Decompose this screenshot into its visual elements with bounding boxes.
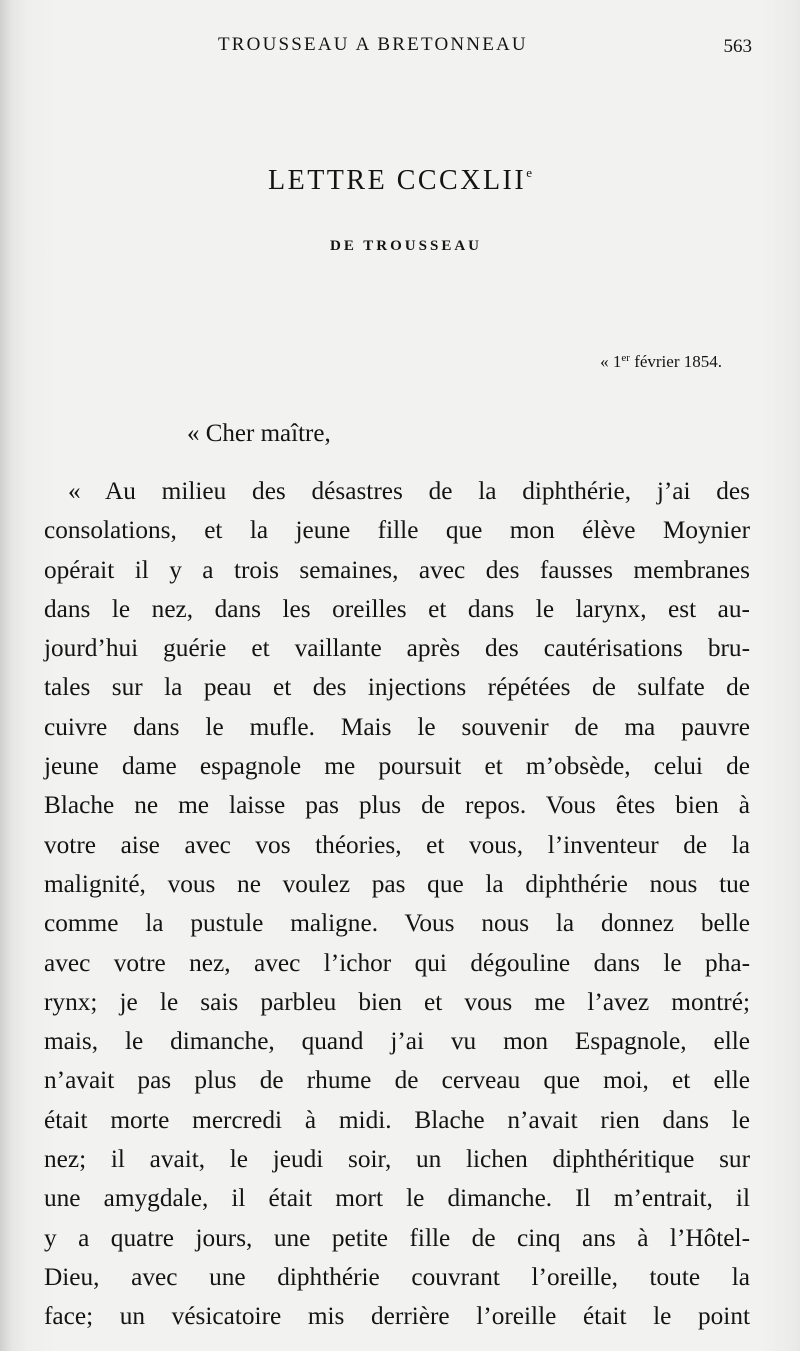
body-text: [44, 472, 750, 1337]
text-line: nez; il avait, le jeudi soir, un lichen diphthéritique sur: [44, 1145, 750, 1174]
text-line: mais, le dimanche, quand j’ai vu mon Espagnole, elle: [44, 1027, 750, 1056]
text-line: consolations, et la jeune fille que mon élève Moynier: [44, 516, 750, 545]
text-line: malignité, vous ne voulez pas que la diphthérie nous tue: [44, 869, 750, 898]
letter-title-text: LETTRE CCCXLII: [268, 165, 527, 196]
text-line: votre aise avec vos théories, et vous, l’inventeur de la: [44, 830, 750, 859]
text-line: Blache ne me laisse pas plus de repos. Vous êtes bien à: [44, 791, 750, 820]
text-line: cuivre dans le mufle. Mais le souvenir de ma pauvre: [44, 712, 750, 741]
page-number: 563: [723, 36, 752, 57]
text-line: opérait il y a trois semaines, avec des fausses membranes: [44, 555, 750, 584]
letter-title-superscript: e: [526, 165, 532, 180]
running-head: TROUSSEAU A BRETONNEAU: [218, 34, 528, 55]
text-line: Dieu, avec une diphthérie couvrant l’oreille, toute la: [44, 1262, 750, 1291]
letter-subtitle: DE TROUSSEAU: [329, 238, 482, 254]
text-line: comme la pustule maligne. Vous nous la donnez belle: [44, 909, 750, 938]
text-line: une amygdale, il était mort le dimanche. Il m’entrait, il: [44, 1184, 750, 1213]
text-line: n’avait pas plus de rhume de cerveau que moi, et elle: [44, 1066, 750, 1095]
letter-title: [0, 165, 800, 197]
text-line: rynx; je le sais parbleu bien et vous me l’avez montré;: [44, 987, 750, 1016]
text-line: jourd’hui guérie et vaillante après des cautérisations bru-: [44, 634, 750, 663]
date-superscript: er: [621, 352, 630, 364]
text-line: tales sur la peau et des injections répétées de sulfate de: [44, 673, 750, 702]
text-line: était morte mercredi à midi. Blache n’avait rien dans le: [44, 1105, 750, 1134]
date-rest: février 1854.: [629, 352, 722, 371]
text-line: y a quatre jours, une petite fille de cinq ans à l’Hôtel-: [44, 1223, 750, 1252]
salutation: « Cher maître,: [187, 420, 331, 447]
text-line: dans le nez, dans les oreilles et dans le larynx, est au-: [44, 594, 750, 623]
text-line: « Au milieu des désastres de la diphthérie, j’ai des: [68, 477, 750, 505]
text-line: face; un vésicatoire mis derrière l’oreille était le point: [44, 1302, 750, 1331]
letter-date: [600, 352, 722, 372]
date-prefix: « 1: [600, 352, 622, 371]
text-line: avec votre nez, avec l’ichor qui dégouline dans le pha-: [44, 948, 750, 977]
text-line: jeune dame espagnole me poursuit et m’obsède, celui de: [44, 752, 750, 781]
